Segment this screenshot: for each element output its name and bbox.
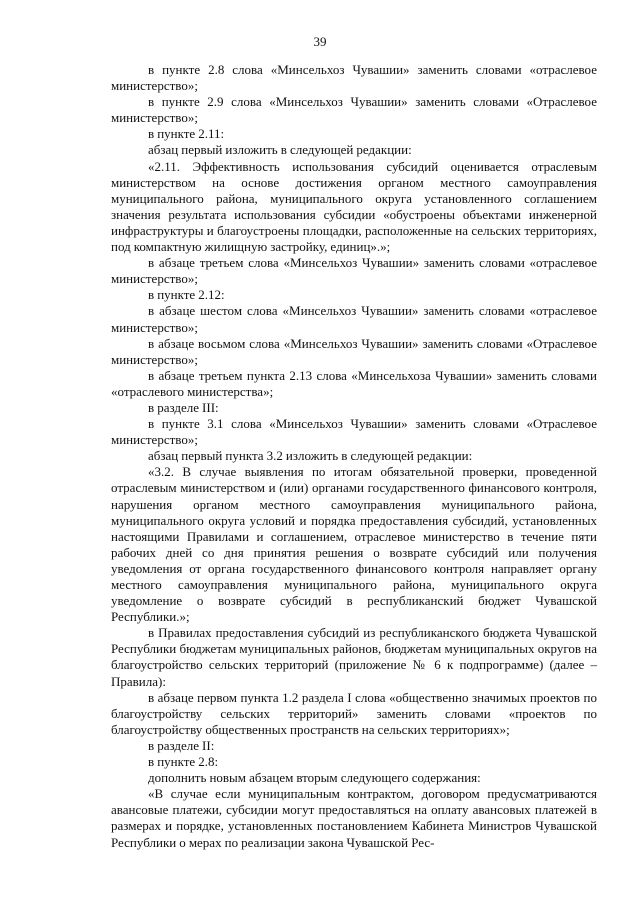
paragraph: «В случае если муниципальным контрактом, договором предусматриваются авансовые платежи, субсидии могут предоставляться на оплату авансовых платежей в размерах и порядке, установленных постановлением Кабинета Министров Чувашской Республики о мерах по реализации закона Чувашской Рес- bbox=[111, 786, 597, 850]
paragraph: дополнить новым абзацем вторым следующего содержания: bbox=[148, 770, 481, 786]
paragraph: в абзаце третьем слова «Минсельхоз Чувашии» заменить словами «отраслевое министерство»; bbox=[111, 255, 597, 287]
paragraph: в пункте 2.8 слова «Минсельхоз Чувашии» заменить словами «отраслевое министерство»; bbox=[111, 62, 597, 94]
paragraph: абзац первый изложить в следующей редакции: bbox=[148, 142, 412, 158]
paragraph: в абзаце первом пункта 1.2 раздела I слова «общественно значимых проектов по благоустройству сельских территорий» заменить словами «проектов по благоустройству общественных пространств на сельских территориях»; bbox=[111, 689, 597, 737]
paragraph: в абзаце третьем пункта 2.13 слова «Минсельхоза Чувашии» заменить словами «отраслевого министерства»; bbox=[111, 367, 597, 399]
paragraph: в абзаце восьмом слова «Минсельхоз Чувашии» заменить словами «Отраслевое министерство»; bbox=[111, 335, 597, 367]
paragraph: в абзаце шестом слова «Минсельхоз Чувашии» заменить словами «отраслевое министерство»; bbox=[111, 303, 597, 335]
paragraph: в разделе II: bbox=[148, 737, 215, 753]
paragraph: в пункте 3.1 слова «Минсельхоз Чувашии» заменить словами «Отраслевое министерство»; bbox=[111, 416, 597, 448]
paragraph: «3.2. В случае выявления по итогам обязательной проверки, проведенной отраслевым министерством и (или) органами государственного финансового контроля, нарушения органом местного самоуправления муниципального района, муниципального округа условий и порядка предоставления субсидий, установленных настоящими Правилами и соглашением, отраслевое министерство в течение пяти рабочих дней со дня принятия решения о возврате субсидий или получения уведомления от органа государственного финансового контроля направляет органу местного самоуправления муниципального района, муниципального округа уведомление о возврате субсидий в республиканский бюджет Чувашской Республики.»; bbox=[111, 464, 597, 625]
paragraph: в пункте 2.12: bbox=[148, 287, 225, 303]
paragraph: в пункте 2.11: bbox=[148, 126, 225, 142]
paragraph: в Правилах предоставления субсидий из республиканского бюджета Чувашской Республики бюджетам муниципальных районов, бюджетам муниципальных округов на благоустройство сельских территорий (приложение № 6 к подпрограмме) (далее – Правила): bbox=[111, 625, 597, 689]
paragraph: «2.11. Эффективность использования субсидий оценивается отраслевым министерством на основе достижения органом местного самоуправления муниципального района, муниципального округа установленного соглашением значения результата использования субсидии «обустроены объектами инженерной инфраструктуры и благоустроены площадки, расположенные на сельских территориях, под компактную жилищную застройку, единиц».»; bbox=[111, 158, 597, 255]
document-body bbox=[111, 62, 597, 851]
paragraph: в пункте 2.9 слова «Минсельхоз Чувашии» заменить словами «Отраслевое министерство»; bbox=[111, 94, 597, 126]
paragraph: в разделе III: bbox=[148, 399, 219, 415]
paragraph: в пункте 2.8: bbox=[148, 754, 219, 770]
page-number: 39 bbox=[313, 34, 327, 49]
paragraph: абзац первый пункта 3.2 изложить в следующей редакции: bbox=[148, 448, 473, 464]
